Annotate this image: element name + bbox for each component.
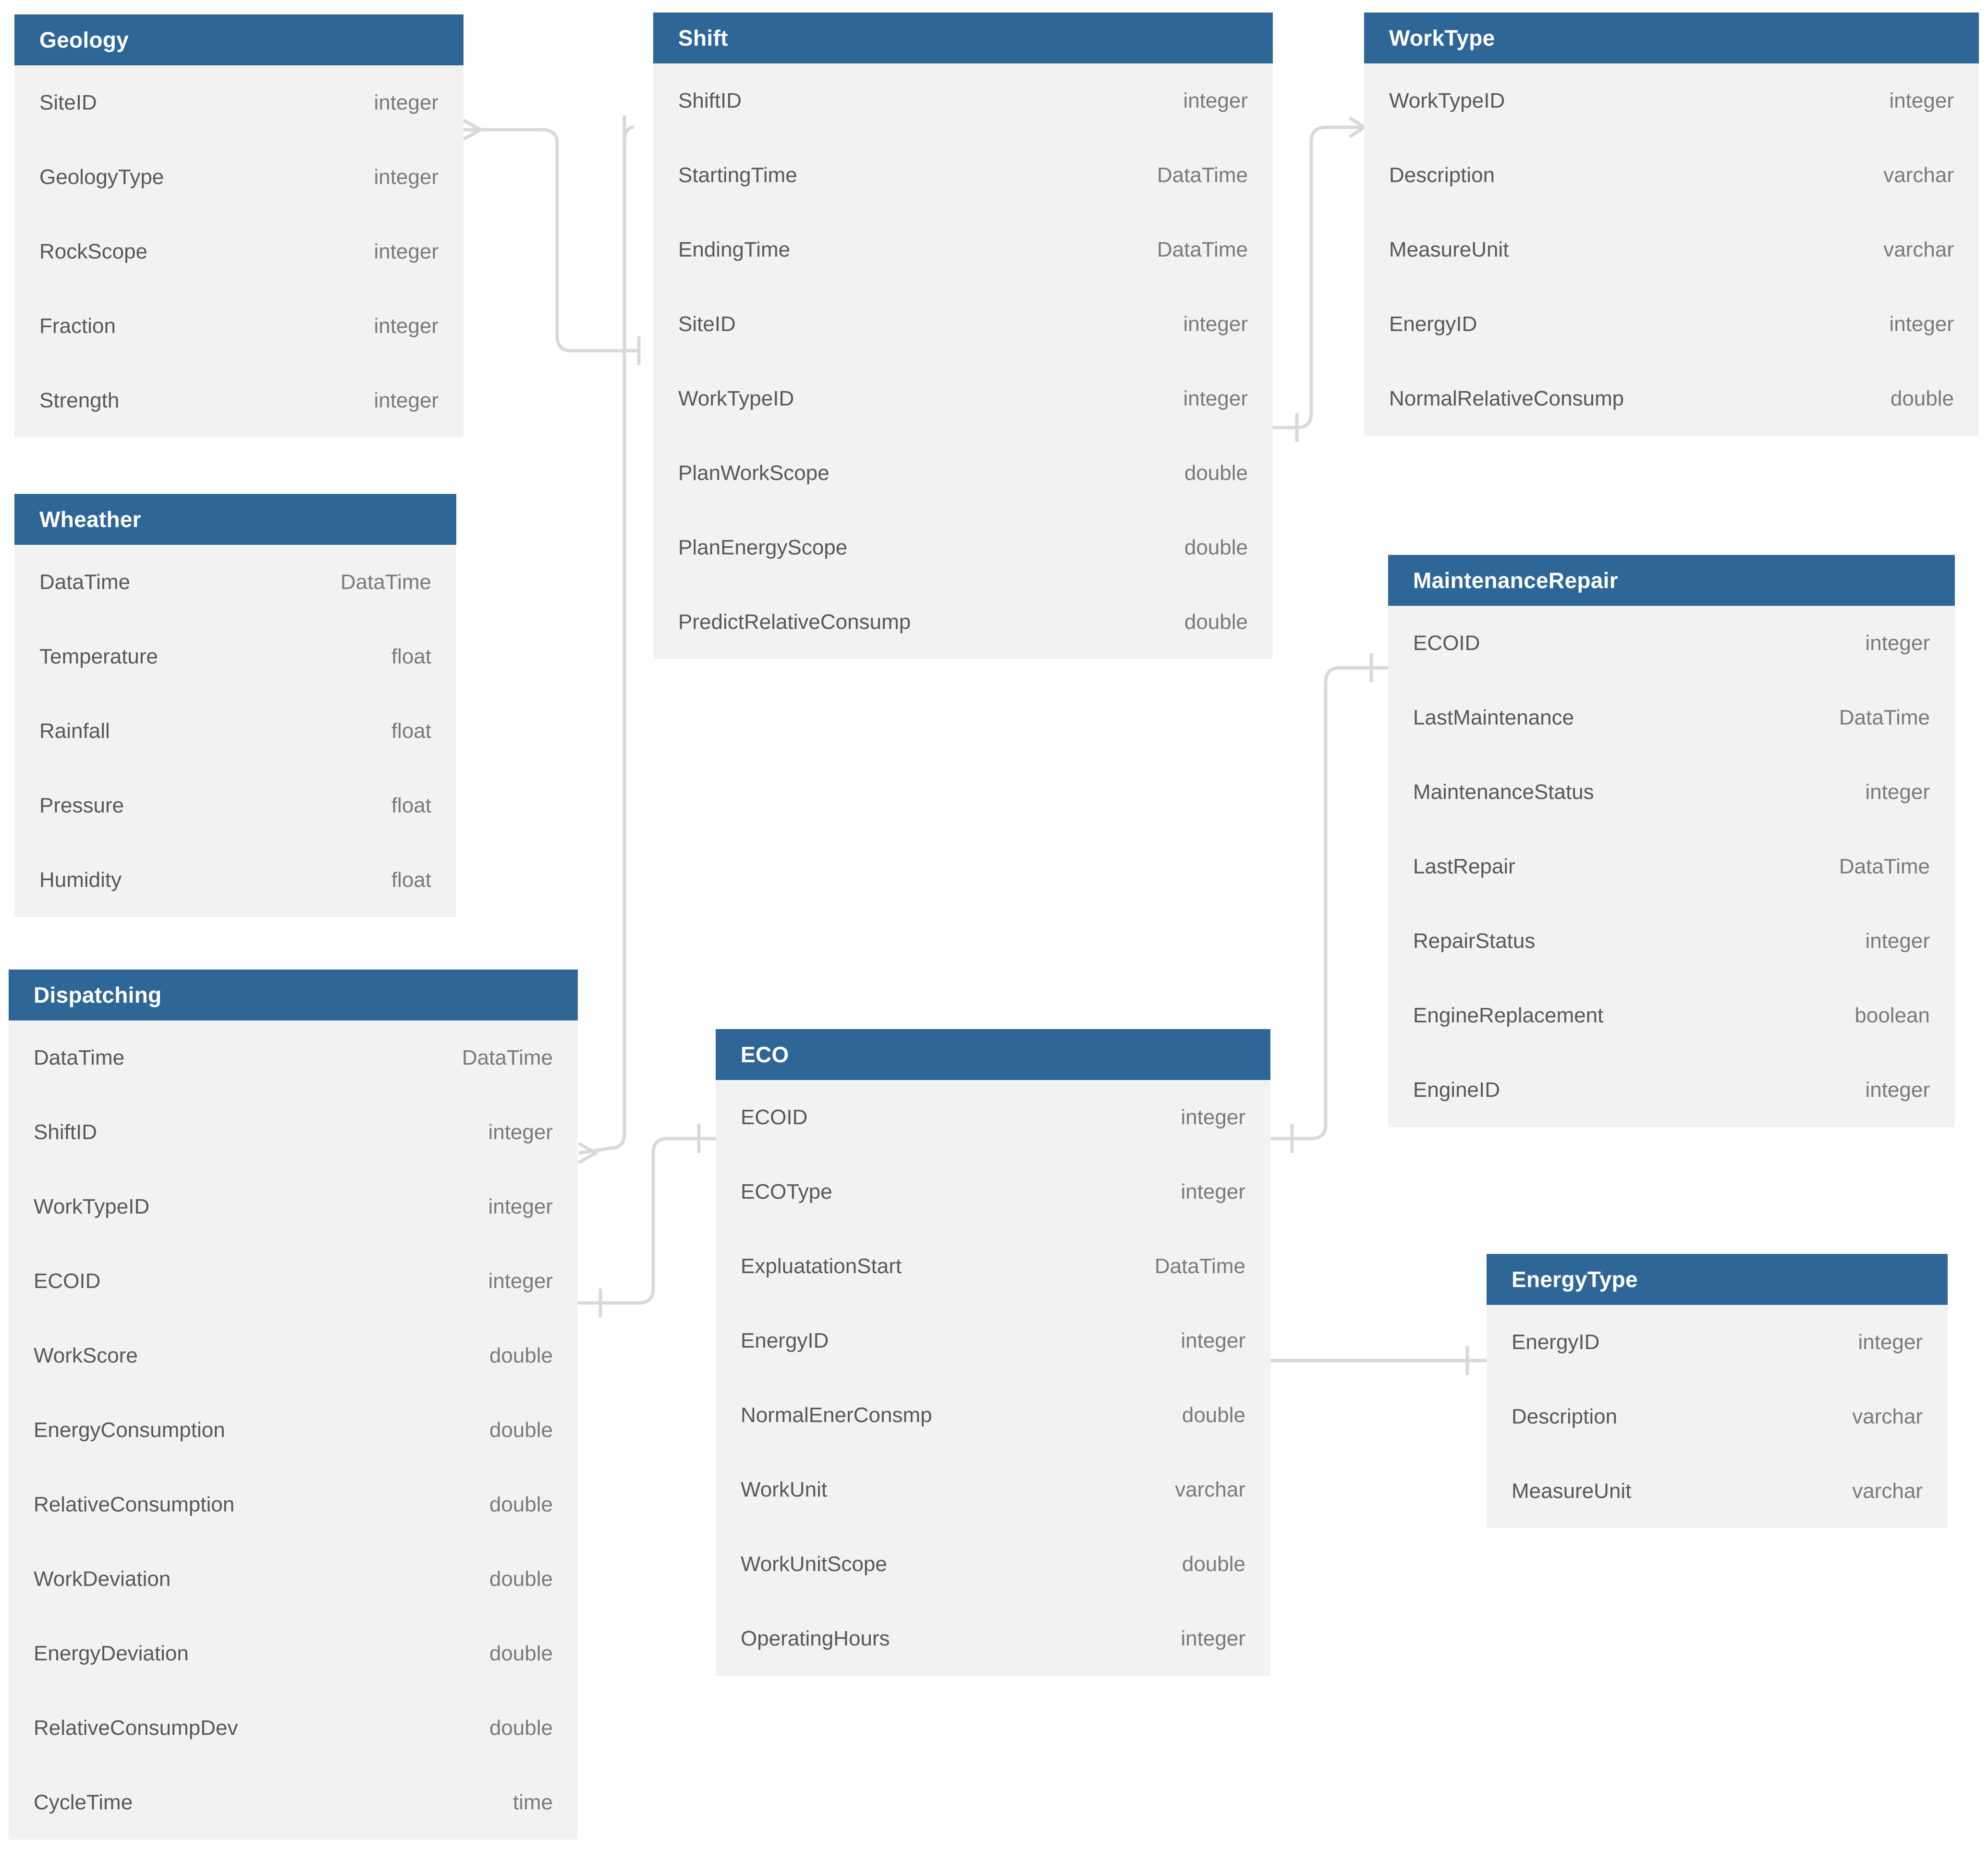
attribute-name: PredictRelativeConsump — [678, 610, 911, 634]
attribute-name: Fraction — [39, 314, 116, 338]
attribute-row — [9, 1467, 578, 1542]
attribute-name: LastMaintenance — [1413, 705, 1574, 729]
attribute-type: DataTime — [340, 570, 431, 594]
attribute-type: integer — [1865, 929, 1930, 953]
attribute-type: integer — [1181, 1105, 1245, 1129]
attribute-name: EnergyID — [1389, 312, 1477, 336]
attribute-name: EnergyConsumption — [34, 1418, 225, 1442]
attribute-row — [1364, 138, 1979, 212]
attribute-type: varchar — [1852, 1404, 1923, 1428]
attribute-type: integer — [1865, 780, 1930, 804]
attribute-type: double — [489, 1716, 553, 1740]
attribute-name: CycleTime — [34, 1790, 133, 1814]
attribute-row — [1364, 63, 1979, 138]
attribute-row — [14, 214, 463, 289]
attribute-type: double — [1182, 1552, 1245, 1576]
attribute-name: Rainfall — [39, 719, 110, 743]
attribute-type: double — [489, 1641, 553, 1665]
attribute-type: integer — [1181, 1328, 1245, 1352]
attribute-name: ECOID — [1413, 631, 1480, 655]
entity-wheather[interactable] — [14, 494, 456, 917]
attribute-row — [9, 1318, 578, 1393]
attribute-row — [14, 289, 463, 363]
attribute-type: double — [1184, 535, 1248, 559]
attribute-type: integer — [1181, 1179, 1245, 1203]
attribute-type: time — [512, 1790, 553, 1814]
attribute-name: WorkDeviation — [34, 1567, 171, 1591]
attribute-type: varchar — [1852, 1479, 1923, 1503]
attribute-type: integer — [1889, 312, 1954, 336]
attribute-row — [1388, 829, 1955, 904]
attribute-row — [716, 1080, 1270, 1154]
entity-shift[interactable] — [653, 12, 1273, 659]
attribute-type: float — [391, 644, 431, 668]
entity-eco[interactable] — [716, 1029, 1270, 1676]
attribute-row — [9, 1542, 578, 1616]
attribute-type: integer — [374, 388, 439, 412]
entity-title: MaintenanceRepair — [1388, 555, 1955, 606]
attribute-name: Description — [1512, 1404, 1618, 1428]
attribute-name: WorkUnitScope — [741, 1552, 887, 1576]
attribute-name: PlanEnergyScope — [678, 535, 848, 559]
attribute-type: integer — [1858, 1330, 1923, 1354]
attribute-name: ExpluatationStart — [741, 1254, 902, 1278]
attribute-type: double — [1890, 386, 1954, 410]
attribute-row — [1388, 904, 1955, 978]
attribute-name: RepairStatus — [1413, 929, 1536, 953]
attribute-row — [14, 140, 463, 214]
attribute-row — [653, 63, 1273, 138]
attribute-name: ECOID — [34, 1269, 101, 1293]
attribute-name: NormalRelativeConsump — [1389, 386, 1624, 410]
attribute-name: GeologyType — [39, 165, 164, 189]
attribute-row — [14, 768, 456, 843]
attribute-type: integer — [488, 1120, 553, 1144]
attribute-name: StartingTime — [678, 163, 797, 187]
attribute-name: MeasureUnit — [1389, 237, 1509, 261]
attribute-name: EnergyDeviation — [34, 1641, 189, 1665]
attribute-name: WorkScore — [34, 1343, 138, 1367]
attribute-row — [1388, 1053, 1955, 1127]
attribute-row — [9, 1169, 578, 1244]
entity-title: Wheather — [14, 494, 456, 545]
attribute-name: OperatingHours — [741, 1626, 890, 1650]
entity-maintenancerepair[interactable] — [1388, 555, 1955, 1127]
attribute-type: integer — [1183, 386, 1248, 410]
attribute-name: RelativeConsumpDev — [34, 1716, 238, 1740]
attribute-name: ShiftID — [678, 88, 742, 112]
entity-title: Geology — [14, 14, 463, 65]
attribute-type: double — [1184, 461, 1248, 485]
entity-title: ECO — [716, 1029, 1270, 1080]
attribute-row — [653, 138, 1273, 212]
attribute-row — [716, 1601, 1270, 1676]
attribute-type: integer — [1865, 631, 1930, 655]
attribute-name: EngineReplacement — [1413, 1003, 1604, 1027]
attribute-name: ECOID — [741, 1105, 808, 1129]
attribute-row — [14, 65, 463, 140]
entity-title: Shift — [653, 12, 1273, 63]
entity-energytype[interactable] — [1487, 1254, 1948, 1528]
attribute-type: double — [489, 1418, 553, 1442]
attribute-row — [1388, 755, 1955, 829]
attribute-name: Description — [1389, 163, 1495, 187]
attribute-name: EnergyID — [1512, 1330, 1600, 1354]
attribute-row — [1364, 287, 1979, 361]
attribute-row — [716, 1303, 1270, 1378]
attribute-type: integer — [1183, 312, 1248, 336]
attribute-row — [14, 843, 456, 917]
attribute-name: SiteID — [39, 90, 97, 114]
attribute-type: double — [489, 1343, 553, 1367]
attribute-row — [653, 585, 1273, 659]
attribute-type: integer — [1181, 1626, 1245, 1650]
attribute-row — [1388, 978, 1955, 1053]
attribute-type: double — [1184, 610, 1248, 634]
attribute-type: varchar — [1883, 237, 1954, 261]
attribute-type: DataTime — [462, 1045, 553, 1069]
attribute-name: SiteID — [678, 312, 736, 336]
attribute-name: WorkTypeID — [34, 1194, 150, 1218]
attribute-row — [9, 1765, 578, 1840]
attribute-row — [1364, 212, 1979, 287]
attribute-type: double — [1182, 1403, 1245, 1427]
attribute-name: DataTime — [39, 570, 131, 594]
attribute-name: WorkTypeID — [678, 386, 794, 410]
attribute-type: integer — [374, 165, 439, 189]
attribute-type: integer — [488, 1269, 553, 1293]
attribute-row — [653, 287, 1273, 361]
attribute-name: MeasureUnit — [1512, 1479, 1632, 1503]
attribute-row — [14, 545, 456, 619]
attribute-type: DataTime — [1157, 163, 1248, 187]
attribute-name: RelativeConsumption — [34, 1492, 235, 1516]
entity-dispatching[interactable] — [9, 970, 578, 1840]
attribute-name: RockScope — [39, 239, 148, 263]
attribute-row — [1487, 1454, 1948, 1528]
attribute-row — [14, 363, 463, 438]
attribute-row — [9, 1095, 578, 1169]
attribute-type: integer — [1183, 88, 1248, 112]
attribute-row — [653, 510, 1273, 585]
attribute-name: Humidity — [39, 868, 122, 892]
attribute-name: ShiftID — [34, 1120, 98, 1144]
attribute-row — [1364, 361, 1979, 436]
attribute-type: float — [391, 793, 431, 817]
attribute-type: DataTime — [1154, 1254, 1245, 1278]
attribute-row — [716, 1229, 1270, 1303]
attribute-row — [716, 1378, 1270, 1452]
attribute-name: PlanWorkScope — [678, 461, 829, 485]
attribute-name: EngineID — [1413, 1078, 1500, 1102]
attribute-name: WorkTypeID — [1389, 88, 1505, 112]
attribute-name: Pressure — [39, 793, 124, 817]
attribute-name: LastRepair — [1413, 854, 1515, 878]
attribute-row — [9, 1020, 578, 1095]
attribute-row — [653, 361, 1273, 436]
attribute-row — [14, 694, 456, 768]
attribute-name: ECOType — [741, 1179, 832, 1203]
attribute-row — [9, 1393, 578, 1467]
attribute-type: double — [489, 1492, 553, 1516]
entity-title: Dispatching — [9, 970, 578, 1020]
attribute-row — [9, 1616, 578, 1691]
attribute-name: WorkUnit — [741, 1477, 828, 1501]
attribute-type: float — [391, 719, 431, 743]
attribute-name: EndingTime — [678, 237, 791, 261]
attribute-row — [716, 1452, 1270, 1527]
attribute-row — [1388, 606, 1955, 680]
attribute-name: NormalEnerConsmp — [741, 1403, 932, 1427]
attribute-row — [1388, 680, 1955, 755]
attribute-name: EnergyID — [741, 1328, 829, 1352]
attribute-name: DataTime — [34, 1045, 125, 1069]
attribute-row — [9, 1244, 578, 1318]
attribute-type: boolean — [1854, 1003, 1930, 1027]
attribute-type: DataTime — [1839, 705, 1930, 729]
attribute-type: integer — [1865, 1078, 1930, 1102]
attribute-row — [1487, 1379, 1948, 1454]
attribute-type: varchar — [1883, 163, 1954, 187]
attribute-type: integer — [488, 1194, 553, 1218]
entity-geology[interactable] — [14, 14, 463, 438]
attribute-type: integer — [374, 314, 439, 338]
entity-title: WorkType — [1364, 12, 1979, 63]
attribute-row — [716, 1527, 1270, 1601]
attribute-row — [653, 436, 1273, 510]
attribute-row — [9, 1691, 578, 1765]
entity-worktype[interactable] — [1364, 12, 1979, 436]
attribute-type: float — [391, 868, 431, 892]
attribute-row — [653, 212, 1273, 287]
attribute-type: DataTime — [1839, 854, 1930, 878]
attribute-row — [14, 619, 456, 694]
attribute-name: Strength — [39, 388, 120, 412]
attribute-type: integer — [374, 90, 439, 114]
attribute-type: double — [489, 1567, 553, 1591]
attribute-type: integer — [1889, 88, 1954, 112]
attribute-type: integer — [374, 239, 439, 263]
attribute-name: Temperature — [39, 644, 159, 668]
attribute-row — [1487, 1305, 1948, 1379]
attribute-name: MaintenanceStatus — [1413, 780, 1594, 804]
attribute-type: DataTime — [1157, 237, 1248, 261]
attribute-type: varchar — [1175, 1477, 1245, 1501]
entity-title: EnergyType — [1487, 1254, 1948, 1305]
attribute-row — [716, 1154, 1270, 1229]
